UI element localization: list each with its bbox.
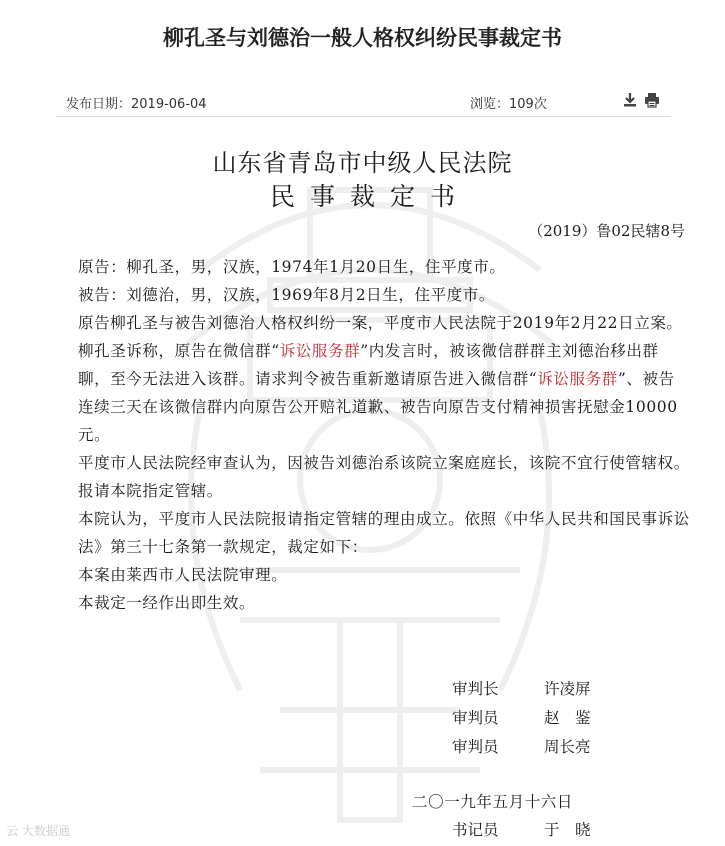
signature-role: 审判员 bbox=[452, 738, 499, 756]
signature-name: 许凌屏 bbox=[544, 680, 591, 698]
paragraph-claims bbox=[78, 337, 690, 449]
paragraph-lower-court-review: 平度市人民法院经审查认为，因被告刘德治系该院立案庭庭长，该院不宜行使管辖权。报请本院指定管辖。 bbox=[78, 454, 690, 500]
page-title: 柳孔圣与刘德治一般人格权纠纷民事裁定书 bbox=[163, 26, 562, 50]
signature-name: 于 晓 bbox=[544, 821, 591, 839]
ruling-date: 二〇一九年五月十六日 bbox=[412, 793, 574, 811]
document-type: 民事裁定书 bbox=[269, 182, 470, 211]
group-name-highlight: 诉讼服务群 bbox=[279, 342, 361, 360]
signature-role: 审判员 bbox=[452, 709, 499, 727]
case-number: （2019）鲁02民辖8号 bbox=[528, 222, 685, 240]
group-name-highlight: 诉讼服务群 bbox=[537, 370, 618, 388]
publish-date: 发布日期：2019-06-04 bbox=[66, 97, 207, 112]
signature-name: 周长亮 bbox=[544, 738, 591, 756]
header-divider bbox=[56, 116, 671, 117]
plaintiff-line: 原告：柳孔圣，男，汉族，1974年1月20日生，住平度市。 bbox=[78, 258, 506, 276]
paragraph-effective: 本裁定一经作出即生效。 bbox=[78, 594, 256, 612]
defendant-line: 被告：刘德治，男，汉族，1969年8月2日生，住平度市。 bbox=[78, 286, 495, 304]
meta-bar bbox=[0, 88, 725, 114]
paragraph-case-filing: 原告柳孔圣与被告刘德治人格权纠纷一案，平度市人民法院于2019年2月22日立案。 bbox=[78, 314, 683, 332]
claims-text-c: ”、被告连续三天在该微信群内向原告公开赔礼道歉、被告向原告支付精神损害抚慰金10000元。 bbox=[78, 370, 678, 444]
corner-watermark-logo: 云 大数据通 bbox=[6, 824, 70, 838]
paragraph-ruling-court: 本案由莱西市人民法院审理。 bbox=[78, 566, 288, 584]
claims-text-a: 柳孔圣诉称，原告在微信群“ bbox=[78, 342, 280, 360]
signature-name: 赵 鉴 bbox=[544, 709, 591, 727]
court-name: 山东省青岛市中级人民法院 bbox=[212, 149, 513, 177]
action-icons bbox=[622, 92, 660, 108]
view-count: 浏览：109次 bbox=[470, 97, 547, 112]
download-icon[interactable] bbox=[622, 92, 638, 108]
paragraph-ruling-basis: 本院认为，平度市人民法院报请指定管辖的理由成立。依照《中华人民共和国民事诉讼法》第三十七条第一款规定，裁定如下： bbox=[78, 510, 690, 556]
document-body bbox=[78, 253, 690, 617]
signature-role: 审判长 bbox=[452, 680, 499, 698]
claims-text-b: ”内发言时，被该微信群群主刘德治移出群聊，至今无法进入该群。请求判令被告重新邀请原告进入微信群“ bbox=[78, 342, 659, 388]
print-icon[interactable] bbox=[644, 92, 660, 108]
signature-role: 书记员 bbox=[452, 821, 499, 839]
